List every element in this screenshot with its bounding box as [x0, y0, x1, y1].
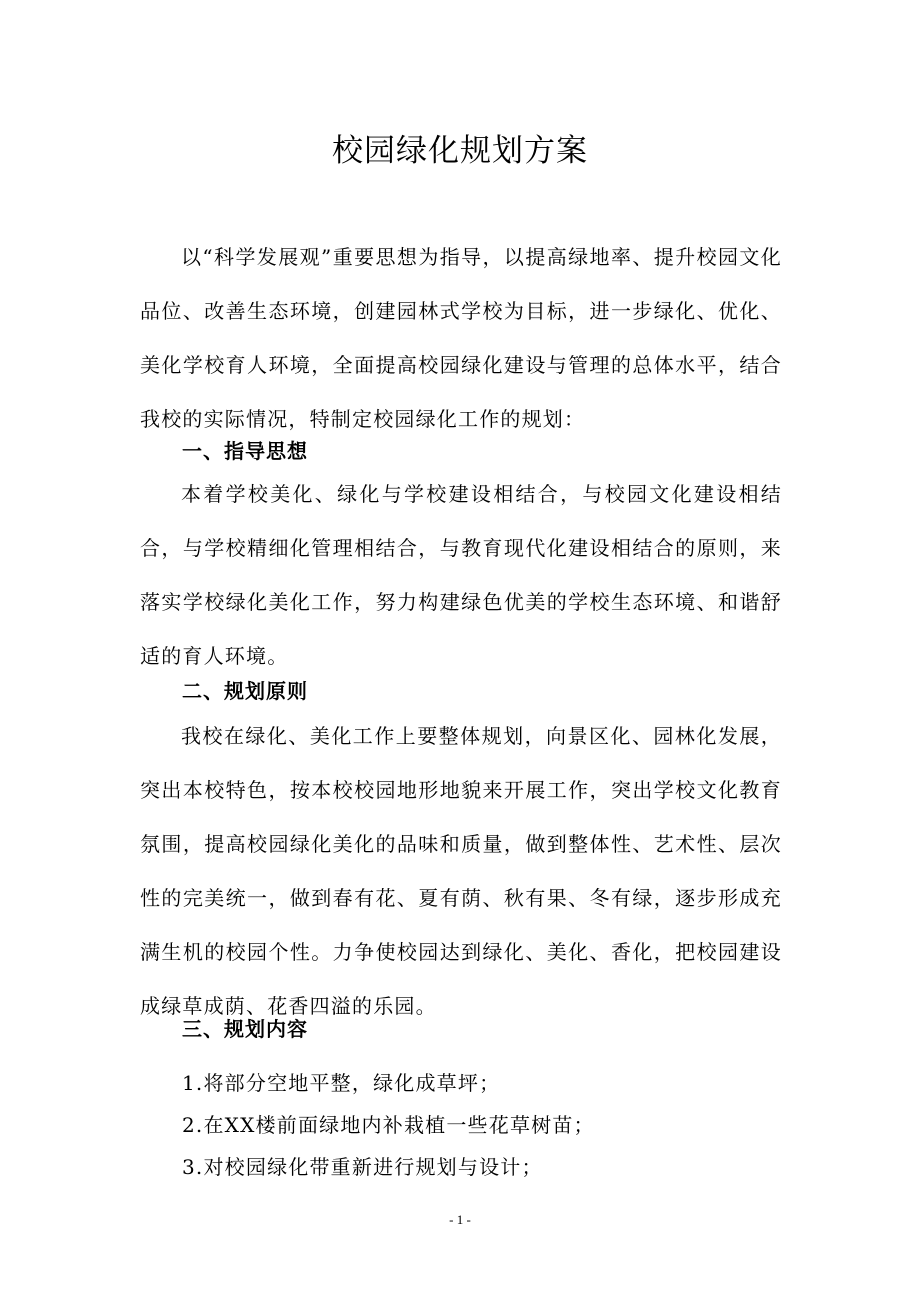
list-item: 1.将部分空地平整，绿化成草坪；	[182, 1071, 501, 1095]
section-body-guiding-ideology: 本着学校美化、绿化与学校建设相结合，与校园文化建设相结合，与学校精细化管理相结合，与教育现代化建设相结合的原则，来落实学校绿化美化工作，努力构建绿色优美的学校生态环境、和谐舒适的育人环境。	[140, 482, 782, 668]
page-number: - 1 -	[449, 1212, 471, 1227]
section-heading-planning-content: 三、规划内容	[182, 1017, 308, 1041]
section-heading-planning-principles: 二、规划原则	[182, 679, 308, 703]
document-title: 校园绿化规划方案	[332, 133, 588, 169]
list-item: 2.在XX楼前面绿地内补栽植一些花草树苗；	[182, 1113, 595, 1137]
list-item: 3.对校园绿化带重新进行规划与设计；	[182, 1155, 543, 1179]
intro-paragraph: 以“科学发展观”重要思想为指导，以提高绿地率、提升校园文化品位、改善生态环境，创建园林式学校为目标，进一步绿化、优化、美化学校育人环境，全面提高校园绿化建设与管理的总体水平，结合我校的实际情况，特制定校园绿化工作的规划：	[140, 245, 782, 431]
section-body-planning-principles: 我校在绿化、美化工作上要整体规划，向景区化、园林化发展，突出本校特色，按本校校园地形地貌来开展工作，突出学校文化教育氛围，提高校园绿化美化的品味和质量，做到整体性、艺术性、层次性的完美统一，做到春有花、夏有荫、秋有果、冬有绿，逐步形成充满生机的校园个性。力争使校园达到绿化、美化、香化，把校园建设成绿草成荫、花香四溢的乐园。	[140, 724, 782, 1018]
section-heading-guiding-ideology: 一、指导思想	[182, 439, 308, 463]
